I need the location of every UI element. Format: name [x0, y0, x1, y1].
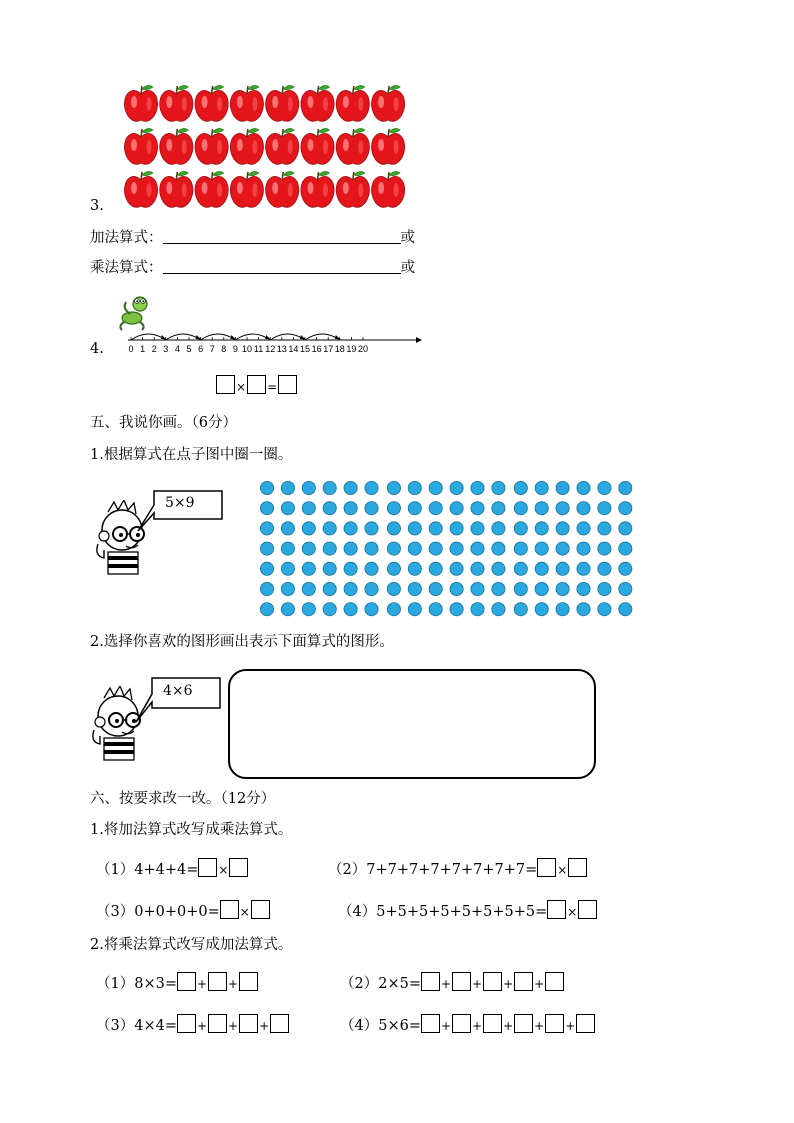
plus-sign: +: [196, 1019, 208, 1033]
dot[interactable]: [598, 502, 611, 515]
number-line-label: 5: [186, 344, 192, 354]
dot[interactable]: [556, 582, 569, 595]
answer-box[interactable]: [208, 1014, 227, 1033]
dot[interactable]: [450, 582, 463, 595]
apple-icon: [124, 85, 157, 121]
answer-box[interactable]: [537, 858, 556, 877]
dot[interactable]: [281, 562, 294, 575]
dot[interactable]: [492, 562, 505, 575]
frog-icon: [120, 297, 147, 330]
item-label: （2）2×5=: [340, 976, 421, 992]
apple-icon: [230, 85, 263, 121]
answer-box[interactable]: [452, 972, 471, 991]
dot[interactable]: [535, 522, 548, 535]
plus-sign: +: [440, 977, 452, 991]
dot[interactable]: [598, 481, 611, 494]
plus-sign: +: [534, 977, 545, 991]
dot[interactable]: [619, 481, 632, 494]
dot[interactable]: [429, 603, 442, 616]
multiplication-answer-line[interactable]: [163, 259, 401, 274]
dot[interactable]: [365, 603, 378, 616]
bubble-2-text: 4×6: [163, 683, 193, 699]
mult-to-add-3: [96, 1014, 289, 1035]
dot[interactable]: [471, 481, 484, 494]
number-line-label: 20: [357, 344, 369, 354]
dot[interactable]: [408, 603, 421, 616]
number-line-jump-arc: [270, 334, 305, 340]
dot[interactable]: [556, 562, 569, 575]
apple-icon: [195, 171, 228, 207]
dot[interactable]: [323, 603, 336, 616]
number-line-jump-arc: [131, 334, 166, 340]
dot[interactable]: [260, 522, 273, 535]
dot[interactable]: [323, 502, 336, 515]
dot[interactable]: [514, 582, 527, 595]
dot[interactable]: [450, 562, 463, 575]
apple-icon: [266, 85, 299, 121]
item-label: （3）4×4=: [96, 1018, 177, 1034]
number-line-jump-arrowhead: [265, 335, 270, 339]
dot[interactable]: [281, 542, 294, 555]
dot[interactable]: [619, 502, 632, 515]
number-line-figure: [112, 290, 432, 358]
dot[interactable]: [514, 603, 527, 616]
answer-box[interactable]: [576, 1014, 595, 1033]
dot[interactable]: [598, 603, 611, 616]
dot[interactable]: [387, 502, 400, 515]
section-5-q2-text: 2.选择你喜欢的图形画出表示下面算式的图形。: [90, 634, 394, 650]
dot[interactable]: [556, 522, 569, 535]
section-6-title: 六、按要求改一改。（12分）: [90, 791, 276, 807]
dot[interactable]: [598, 582, 611, 595]
multiplication-row: [90, 259, 415, 277]
bubble-1-text: 5×9: [165, 495, 195, 511]
plus-sign: +: [440, 1019, 452, 1033]
dot[interactable]: [492, 481, 505, 494]
apple-icon: [301, 171, 334, 207]
answer-box[interactable]: [198, 858, 217, 877]
dot[interactable]: [323, 522, 336, 535]
answer-box[interactable]: [270, 1014, 289, 1033]
number-line-label: 8: [221, 344, 227, 354]
dot[interactable]: [598, 542, 611, 555]
apple-icon: [372, 171, 405, 207]
dot[interactable]: [450, 522, 463, 535]
apple-icon: [266, 128, 299, 164]
times-sign: ×: [239, 905, 250, 919]
question-4-number: 4.: [90, 341, 104, 357]
answer-box[interactable]: [578, 900, 597, 919]
dot[interactable]: [365, 522, 378, 535]
dot[interactable]: [408, 582, 421, 595]
dot[interactable]: [387, 603, 400, 616]
answer-box[interactable]: [177, 972, 196, 991]
drawing-area[interactable]: [228, 669, 596, 779]
number-line-label: 9: [232, 344, 238, 354]
times-sign: ×: [567, 905, 578, 919]
dot[interactable]: [492, 582, 505, 595]
dot[interactable]: [577, 502, 590, 515]
number-line-labels: [128, 344, 368, 354]
dot[interactable]: [344, 582, 357, 595]
dot[interactable]: [535, 603, 548, 616]
dot[interactable]: [429, 502, 442, 515]
dot[interactable]: [577, 542, 590, 555]
answer-box[interactable]: [568, 858, 587, 877]
number-line-jump-arc: [305, 334, 340, 340]
dot[interactable]: [302, 562, 315, 575]
plus-sign: +: [228, 977, 239, 991]
q4-equals: =: [267, 380, 278, 394]
dot[interactable]: [387, 582, 400, 595]
dot[interactable]: [260, 582, 273, 595]
dot[interactable]: [535, 502, 548, 515]
dot[interactable]: [535, 481, 548, 494]
dot[interactable]: [429, 522, 442, 535]
dot[interactable]: [619, 542, 632, 555]
dot[interactable]: [281, 603, 294, 616]
dot[interactable]: [535, 542, 548, 555]
dot[interactable]: [492, 603, 505, 616]
number-line-jump-arrowhead: [196, 335, 201, 339]
dot[interactable]: [323, 562, 336, 575]
dot[interactable]: [387, 562, 400, 575]
dot[interactable]: [471, 562, 484, 575]
dot[interactable]: [260, 562, 273, 575]
dot[interactable]: [514, 562, 527, 575]
number-line-label: 19: [346, 344, 357, 354]
dot[interactable]: [450, 481, 463, 494]
dot[interactable]: [429, 481, 442, 494]
dot[interactable]: [365, 481, 378, 494]
number-line-label: 16: [311, 344, 322, 354]
dot[interactable]: [344, 542, 357, 555]
answer-box[interactable]: [545, 972, 564, 991]
dot[interactable]: [556, 502, 569, 515]
dot[interactable]: [365, 502, 378, 515]
apple-icon: [301, 85, 334, 121]
plus-sign: +: [565, 1019, 576, 1033]
dot[interactable]: [492, 502, 505, 515]
answer-box[interactable]: [239, 1014, 258, 1033]
plus-sign: +: [259, 1019, 270, 1033]
answer-box[interactable]: [514, 972, 533, 991]
dot[interactable]: [344, 562, 357, 575]
dot[interactable]: [365, 582, 378, 595]
number-line-label: 6: [198, 344, 204, 354]
dot[interactable]: [535, 582, 548, 595]
dot[interactable]: [450, 603, 463, 616]
answer-box[interactable]: [229, 858, 248, 877]
apple-grid-svg: [122, 82, 410, 212]
apple-icon: [230, 171, 263, 207]
dot[interactable]: [260, 481, 273, 494]
number-line-label: 0: [128, 344, 134, 354]
item-label: （1）8×3=: [96, 976, 177, 992]
dot[interactable]: [323, 582, 336, 595]
dot[interactable]: [619, 603, 632, 616]
dot[interactable]: [302, 603, 315, 616]
dot[interactable]: [260, 542, 273, 555]
number-line-label: 12: [265, 344, 276, 354]
item-label: （3）0+0+0+0=: [96, 904, 220, 920]
answer-box[interactable]: [514, 1014, 533, 1033]
apple-icon: [124, 171, 157, 207]
apple-icon: [160, 171, 193, 207]
plus-sign: +: [503, 977, 514, 991]
item-label: （4）5×6=: [340, 1018, 421, 1034]
multiplication-or: 或: [400, 260, 415, 276]
times-sign: ×: [218, 863, 229, 877]
mult-to-add-1: [96, 972, 258, 993]
dot[interactable]: [408, 562, 421, 575]
dot[interactable]: [514, 542, 527, 555]
answer-box[interactable]: [239, 972, 258, 991]
q4-equation: [216, 375, 297, 396]
dot[interactable]: [408, 481, 421, 494]
question-3-number: 3.: [90, 198, 104, 214]
dot[interactable]: [344, 481, 357, 494]
times-sign: ×: [557, 863, 568, 877]
plus-sign: +: [503, 1019, 514, 1033]
item-label: （1）4+4+4=: [96, 862, 199, 878]
apple-icon: [195, 128, 228, 164]
dot[interactable]: [619, 562, 632, 575]
section-5-title: 五、我说你画。（6分）: [90, 415, 237, 431]
add-to-mult-3: [96, 900, 270, 921]
number-line-label: 10: [241, 344, 253, 354]
dot[interactable]: [281, 522, 294, 535]
addition-label: 加法算式：: [90, 230, 163, 246]
dot[interactable]: [492, 522, 505, 535]
add-to-mult-2: [328, 858, 587, 879]
dot[interactable]: [450, 542, 463, 555]
dot[interactable]: [281, 582, 294, 595]
dot[interactable]: [598, 562, 611, 575]
answer-box[interactable]: [547, 900, 566, 919]
apple-icon: [336, 171, 369, 207]
dot[interactable]: [619, 522, 632, 535]
dot[interactable]: [471, 502, 484, 515]
number-line-jump-arc: [166, 334, 201, 340]
number-line-label: 13: [276, 344, 287, 354]
apple-icon: [372, 128, 405, 164]
dot[interactable]: [323, 542, 336, 555]
dot[interactable]: [598, 522, 611, 535]
apple-icon: [160, 128, 193, 164]
apple-icon: [124, 128, 157, 164]
dot[interactable]: [302, 502, 315, 515]
number-line-label: 17: [323, 344, 334, 354]
dot[interactable]: [344, 502, 357, 515]
dot[interactable]: [281, 502, 294, 515]
number-line-label: 4: [174, 344, 180, 354]
dot[interactable]: [302, 542, 315, 555]
dot[interactable]: [619, 582, 632, 595]
number-line-jump-arc: [201, 334, 236, 340]
apple-icon: [230, 128, 263, 164]
apple-icon: [336, 85, 369, 121]
answer-box[interactable]: [421, 1014, 440, 1033]
dot[interactable]: [302, 522, 315, 535]
dot[interactable]: [260, 603, 273, 616]
dot[interactable]: [535, 562, 548, 575]
plus-sign: +: [472, 1019, 483, 1033]
number-line-jump-arrowhead: [161, 335, 166, 339]
section-6-q2-text: 2.将乘法算式改写成加法算式。: [90, 937, 293, 953]
dot[interactable]: [344, 522, 357, 535]
answer-box[interactable]: [220, 900, 239, 919]
number-line-jump-arrowhead: [335, 335, 340, 339]
number-line-jump-arrowhead: [300, 335, 305, 339]
add-to-mult-4: [338, 900, 597, 921]
number-line-arrow: [416, 337, 422, 343]
dot[interactable]: [514, 481, 527, 494]
answer-box[interactable]: [421, 972, 440, 991]
addition-row: [90, 229, 415, 247]
dot[interactable]: [471, 542, 484, 555]
q4-factor-box-2[interactable]: [247, 375, 266, 394]
number-line-label: 3: [163, 344, 169, 354]
dot[interactable]: [323, 481, 336, 494]
dot[interactable]: [429, 582, 442, 595]
number-line-label: 14: [288, 344, 299, 354]
answer-box[interactable]: [545, 1014, 564, 1033]
dot[interactable]: [429, 542, 442, 555]
q4-product-box[interactable]: [278, 375, 297, 394]
speech-bubble-1: [134, 483, 226, 543]
dot[interactable]: [577, 481, 590, 494]
dot[interactable]: [387, 481, 400, 494]
plus-sign: +: [472, 977, 483, 991]
dot[interactable]: [471, 582, 484, 595]
answer-box[interactable]: [177, 1014, 196, 1033]
dot[interactable]: [408, 502, 421, 515]
dot[interactable]: [450, 502, 463, 515]
item-label: （4）5+5+5+5+5+5+5+5=: [338, 904, 548, 920]
mult-to-add-2: [340, 972, 564, 993]
q4-times: ×: [236, 380, 247, 394]
apple-icon: [266, 171, 299, 207]
q4-factor-box-1[interactable]: [216, 375, 235, 394]
dot[interactable]: [344, 603, 357, 616]
number-line-label: 2: [151, 344, 157, 354]
dot[interactable]: [577, 562, 590, 575]
dot[interactable]: [429, 562, 442, 575]
number-line-label: 18: [334, 344, 345, 354]
addition-answer-line[interactable]: [163, 229, 401, 244]
addition-or: 或: [400, 230, 415, 246]
plus-sign: +: [228, 1019, 239, 1033]
dot[interactable]: [260, 502, 273, 515]
dot[interactable]: [302, 582, 315, 595]
answer-box[interactable]: [483, 1014, 502, 1033]
apple-array: [122, 82, 410, 212]
plus-sign: +: [534, 1019, 545, 1033]
dot[interactable]: [387, 522, 400, 535]
number-line-jump-arrowhead: [230, 335, 235, 339]
dot[interactable]: [556, 542, 569, 555]
dot[interactable]: [471, 603, 484, 616]
section-6-q1-text: 1.将加法算式改写成乘法算式。: [90, 822, 293, 838]
dot[interactable]: [408, 542, 421, 555]
dot[interactable]: [577, 522, 590, 535]
dot[interactable]: [408, 522, 421, 535]
apple-icon: [301, 128, 334, 164]
apple-icon: [195, 85, 228, 121]
number-line-label: 1: [140, 344, 146, 354]
number-line-label: 15: [299, 344, 311, 354]
number-line-jump-arc: [235, 334, 270, 340]
dot[interactable]: [514, 522, 527, 535]
answer-box[interactable]: [452, 1014, 471, 1033]
answer-box[interactable]: [208, 972, 227, 991]
dot-grid[interactable]: [257, 479, 649, 621]
dot[interactable]: [281, 481, 294, 494]
dot[interactable]: [556, 481, 569, 494]
mult-to-add-4: [340, 1014, 595, 1035]
section-5-q1-text: 1.根据算式在点子图中圈一圈。: [90, 447, 293, 463]
plus-sign: +: [196, 977, 208, 991]
apple-icon: [160, 85, 193, 121]
multiplication-label: 乘法算式：: [90, 260, 163, 276]
answer-box[interactable]: [251, 900, 270, 919]
dot[interactable]: [365, 542, 378, 555]
dot[interactable]: [577, 582, 590, 595]
item-label: （2）7+7+7+7+7+7+7+7=: [328, 862, 538, 878]
number-line-label: 11: [253, 344, 264, 354]
apple-icon: [372, 85, 405, 121]
dot[interactable]: [471, 522, 484, 535]
dot[interactable]: [514, 502, 527, 515]
dot[interactable]: [556, 603, 569, 616]
apple-icon: [336, 128, 369, 164]
dot[interactable]: [577, 603, 590, 616]
dot[interactable]: [492, 542, 505, 555]
add-to-mult-1: [96, 858, 248, 879]
answer-box[interactable]: [483, 972, 502, 991]
dot[interactable]: [387, 542, 400, 555]
number-line-label: 7: [209, 344, 215, 354]
dot[interactable]: [365, 562, 378, 575]
dot[interactable]: [302, 481, 315, 494]
